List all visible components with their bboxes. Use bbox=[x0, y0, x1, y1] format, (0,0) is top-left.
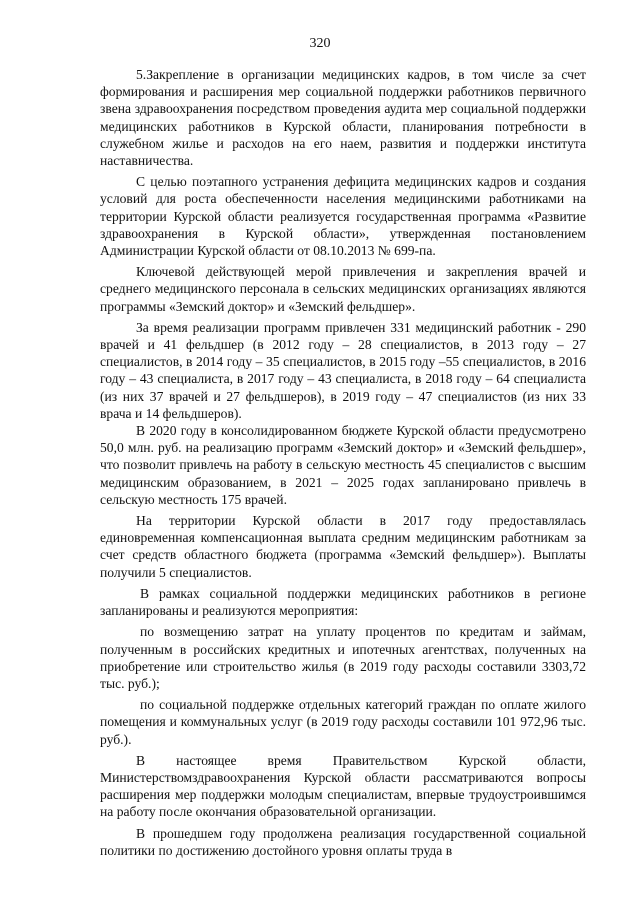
paragraph-key-measure: Ключевой действующей мерой привлечения и закрепления врачей и среднего медицинского персонала в сельских медицинских организациях являются программы «Земский доктор» и «Земский фельдшер». bbox=[100, 264, 586, 314]
paragraph-program-statistics: За время реализации программ привлечен 331 медицинский работник - 290 врачей и 41 фельдшер (в 2012 году – 28 специалистов, в 2013 году – 27 специалистов, в 2014 году – 35 специалистов, в 2015 году –55 специалистов, в 2016 году – 43 специалиста, в 2017 году – 43 специалиста, в 2018 году – 64 специалиста (из них 37 врачей и 27 фельдшеров), в 2019 году – 47 специалистов (из них 33 врача и 14 фельдшеров). bbox=[100, 319, 586, 421]
paragraph-loan-interest: по возмещению затрат на уплату процентов по кредитам и займам, полученным в российских кредитных и ипотечных агентствах, полученных на приобретение или строительство жилья (в 2019 году расходы составили 3303,72 тыс. руб.); bbox=[100, 624, 586, 691]
paragraph-compensation-2017: На территории Курской области в 2017 году предоставлялась единовременная компенсационная выплата средним медицинским работникам за счет средств областного бюджета (программа «Земский фельдшер»). Выплаты получили 5 специалистов. bbox=[100, 513, 586, 580]
paragraph-social-support: В рамках социальной поддержки медицинских работников в регионе запланированы и реализуются мероприятия: bbox=[100, 585, 586, 619]
page-number: 320 bbox=[309, 36, 331, 51]
document-body bbox=[100, 66, 586, 859]
paragraph-staff-retention: 5.Закрепление в организации медицинских кадров, в том числе за счет формирования и расширения мер социальной поддержки работников первичного звена здравоохранения посредством проведения аудита мер социальной поддержки медицинских работников в Курской области, планирования потребности в служебном жилье и расходов на его наем, развития и поддержки института наставничества. bbox=[100, 67, 586, 169]
paragraph-budget-2020: В 2020 году в консолидированном бюджете Курской области предусмотрено 50,0 млн. руб. на реализацию программ «Земский доктор» и «Земский фельдшер», что позволит привлечь на работу в сельскую местность 45 специалистов с высшим медицинским образованием, в 2021 – 2025 годах запланировано привлечь в сельскую местность 175 врачей. bbox=[100, 423, 586, 507]
paragraph-young-specialists: В настоящее время Правительством Курской области, Министерствомздравоохранения Курской области рассматриваются вопросы расширения мер поддержки молодым специалистам, впервые трудоустроившимся на работу после окончания образовательной организации. bbox=[100, 752, 586, 820]
paragraph-housing-utilities: по социальной поддержке отдельных категорий граждан по оплате жилого помещения и коммунальных услуг (в 2019 году расходы составили 101 972,96 тыс. руб.). bbox=[100, 697, 586, 747]
paragraph-wage-policy: В прошедшем году продолжена реализация государственной социальной политики по достижению достойного уровня оплаты труда в bbox=[100, 825, 586, 858]
paragraph-staff-shortage: С целью поэтапного устранения дефицита медицинских кадров и создания условий для роста обеспеченности населения медицинскими работниками на территории Курской области реализуется государственная программа «Развитие здравоохранения в Курской области», утвержденная постановлением Администрации Курской области от 08.10.2013 № 699-па. bbox=[100, 174, 586, 259]
